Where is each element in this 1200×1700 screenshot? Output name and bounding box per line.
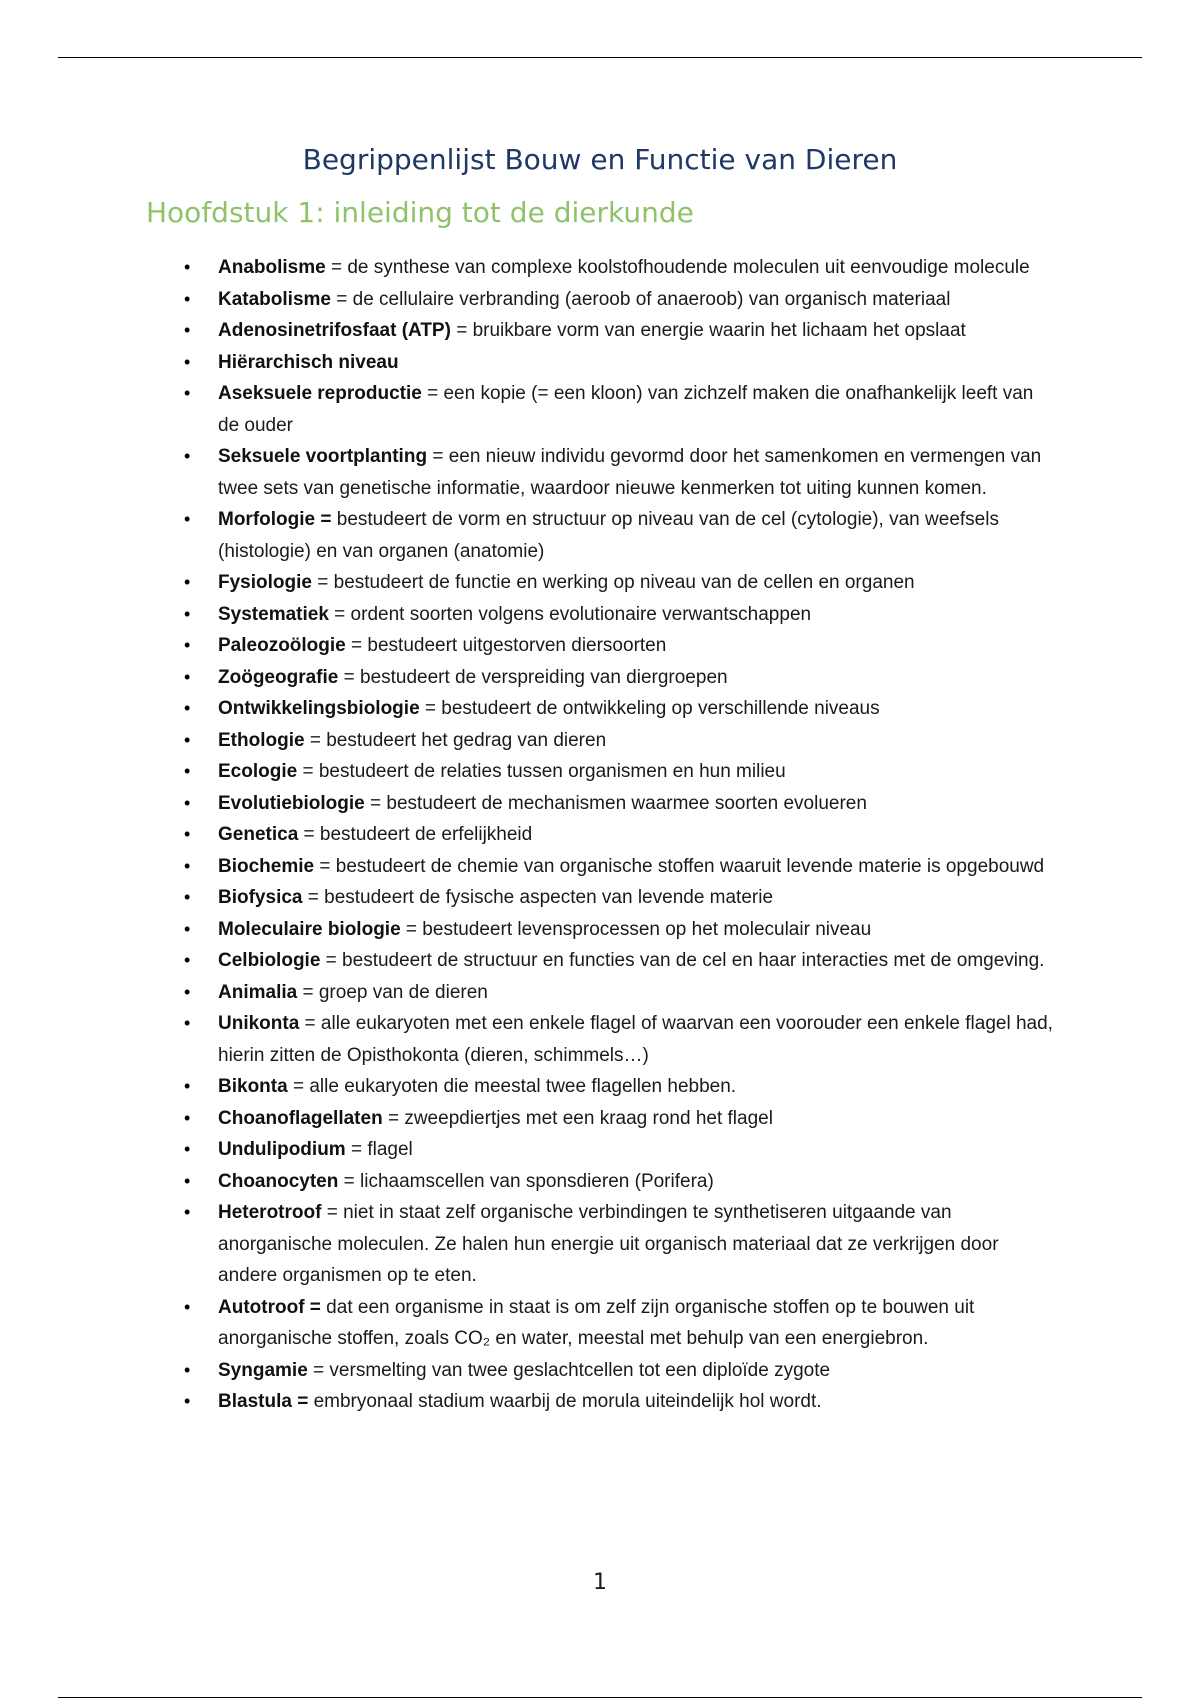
list-item xyxy=(218,630,1058,662)
term-definition: = bestudeert de structuur en functies van de cel en haar interacties met de omgeving. xyxy=(320,950,1045,971)
list-item xyxy=(218,599,1058,631)
term-definition: = bestudeert uitgestorven diersoorten xyxy=(345,635,667,656)
list-item xyxy=(218,725,1058,757)
list-item xyxy=(218,693,1058,725)
term-name: Unikonta xyxy=(218,1013,300,1034)
term-definition: = groep van de dieren xyxy=(297,981,488,1003)
term-name: Celbiologie xyxy=(218,950,321,971)
term-name: Adenosinetrifosfaat (ATP) xyxy=(218,320,451,341)
list-item xyxy=(218,851,1058,883)
term-name: Heterotroof xyxy=(218,1202,322,1223)
term-definition: embryonaal stadium waarbij de morula uiteindelijk hol wordt. xyxy=(308,1391,822,1412)
term-name: Biochemie xyxy=(218,855,315,877)
term-name: Blastula = xyxy=(218,1391,309,1412)
term-name: Hiërarchisch niveau xyxy=(218,351,399,373)
list-item xyxy=(218,441,1058,504)
list-item xyxy=(218,1166,1058,1198)
list-item xyxy=(218,977,1058,1009)
list-item xyxy=(218,1134,1058,1166)
term-name: Aseksuele reproductie xyxy=(218,383,422,404)
list-item xyxy=(218,378,1058,441)
term-definition: = bestudeert de relaties tussen organismen en hun milieu xyxy=(297,761,786,782)
header-rule xyxy=(58,57,1142,58)
term-definition: = lichaamscellen van sponsdieren (Porifera) xyxy=(338,1170,714,1192)
term-list xyxy=(218,252,1058,1418)
term-definition: = bestudeert het gedrag van dieren xyxy=(304,729,607,751)
term-definition: = bestudeert de fysische aspecten van levende materie xyxy=(302,887,774,908)
list-item xyxy=(218,882,1058,914)
term-definition: = een nieuw individu gevormd door het samenkomen en vermengen van twee sets van genetische informatie, waardoor nieuwe kenmerken tot uiting kunnen komen. xyxy=(218,446,1042,499)
list-item xyxy=(218,567,1058,599)
term-definition: = bestudeert levensprocessen op het moleculair niveau xyxy=(400,918,872,940)
term-name: Moleculaire biologie xyxy=(218,918,401,940)
term-definition: bestudeert de vorm en structuur op niveau van de cel (cytologie), van weefsels (histologie) en van organen (anatomie) xyxy=(218,509,999,562)
list-item xyxy=(218,1292,1058,1355)
term-definition: = bestudeert de ontwikkeling op verschillende niveaus xyxy=(419,698,880,719)
term-definition: = flagel xyxy=(345,1139,413,1160)
term-definition: = de synthese van complexe koolstofhoudende moleculen uit eenvoudige molecule xyxy=(325,257,1030,278)
term-name: Fysiologie xyxy=(218,572,312,593)
term-definition: = niet in staat zelf organische verbindingen te synthetiseren uitgaande van anorganische moleculen. Ze halen hun energie uit organisch materiaal dat ze verkrijgen door andere organismen op te eten. xyxy=(218,1202,999,1286)
list-item xyxy=(218,252,1058,284)
list-item xyxy=(218,1386,1058,1418)
term-name: Animalia xyxy=(218,981,298,1003)
term-definition: = bestudeert de erfelijkheid xyxy=(298,824,533,845)
list-item xyxy=(218,1008,1058,1071)
list-item xyxy=(218,1355,1058,1387)
term-name: Undulipodium xyxy=(218,1139,346,1160)
list-item xyxy=(218,1197,1058,1292)
term-name: Ethologie xyxy=(218,729,305,751)
document-title: Begrippenlijst Bouw en Functie van Dieren xyxy=(302,143,898,176)
term-name: Paleozoölogie xyxy=(218,635,346,656)
footer-rule xyxy=(58,1697,1142,1698)
list-item xyxy=(218,504,1058,567)
list-item xyxy=(218,1071,1058,1103)
list-item xyxy=(218,756,1058,788)
term-definition: = bestudeert de verspreiding van diergroepen xyxy=(338,666,728,688)
term-name: Systematiek xyxy=(218,603,329,625)
list-item xyxy=(218,315,1058,347)
term-name: Autotroof = xyxy=(218,1296,321,1318)
term-name: Seksuele voortplanting xyxy=(218,446,428,467)
term-name: Anabolisme xyxy=(218,257,326,278)
term-definition: = een kopie (= een kloon) van zichzelf maken die onafhankelijk leeft van de ouder xyxy=(218,383,1034,436)
term-name: Syngamie xyxy=(218,1359,308,1381)
term-name: Genetica xyxy=(218,824,299,845)
term-definition: dat een organisme in staat is om zelf zijn organische stoffen op te bouwen uit anorganische stoffen, zoals CO₂ en water, meestal met behulp van een energiebron. xyxy=(218,1296,975,1349)
term-name: Evolutiebiologie xyxy=(218,792,365,814)
term-name: Katabolisme xyxy=(218,288,331,310)
term-definition: = bestudeert de mechanismen waarmee soorten evolueren xyxy=(364,792,867,814)
list-item xyxy=(218,1103,1058,1135)
list-item xyxy=(218,347,1058,379)
term-definition: = zweepdiertjes met een kraag rond het flagel xyxy=(382,1107,773,1129)
term-definition: = bruikbare vorm van energie waarin het lichaam het opslaat xyxy=(450,320,966,341)
term-name: Morfologie = xyxy=(218,509,332,530)
list-item xyxy=(218,945,1058,977)
list-item xyxy=(218,914,1058,946)
term-definition: = ordent soorten volgens evolutionaire verwantschappen xyxy=(328,603,812,625)
term-definition: = alle eukaryoten met een enkele flagel of waarvan een voorouder een enkele flagel had, hierin zitten de Opisthokonta (dieren, schimmels…) xyxy=(218,1013,1053,1066)
list-item xyxy=(218,788,1058,820)
term-name: Choanoflagellaten xyxy=(218,1107,383,1129)
term-name: Ecologie xyxy=(218,761,298,782)
list-item xyxy=(218,662,1058,694)
term-name: Bikonta xyxy=(218,1076,288,1097)
page-number: 1 xyxy=(593,1570,607,1595)
term-definition: = de cellulaire verbranding (aeroob of anaeroob) van organisch materiaal xyxy=(330,288,951,310)
term-name: Ontwikkelingsbiologie xyxy=(218,698,420,719)
chapter-heading: Hoofdstuk 1: inleiding tot de dierkunde xyxy=(146,196,694,229)
term-name: Choanocyten xyxy=(218,1170,339,1192)
term-name: Biofysica xyxy=(218,887,303,908)
term-definition: = bestudeert de chemie van organische stoffen waaruit levende materie is opgebouwd xyxy=(314,855,1045,877)
list-item xyxy=(218,819,1058,851)
term-name: Zoögeografie xyxy=(218,666,339,688)
term-definition: = alle eukaryoten die meestal twee flagellen hebben. xyxy=(287,1076,737,1097)
term-definition: = versmelting van twee geslachtcellen tot een diploïde zygote xyxy=(307,1359,831,1381)
term-definition: = bestudeert de functie en werking op niveau van de cellen en organen xyxy=(311,572,915,593)
list-item xyxy=(218,284,1058,316)
